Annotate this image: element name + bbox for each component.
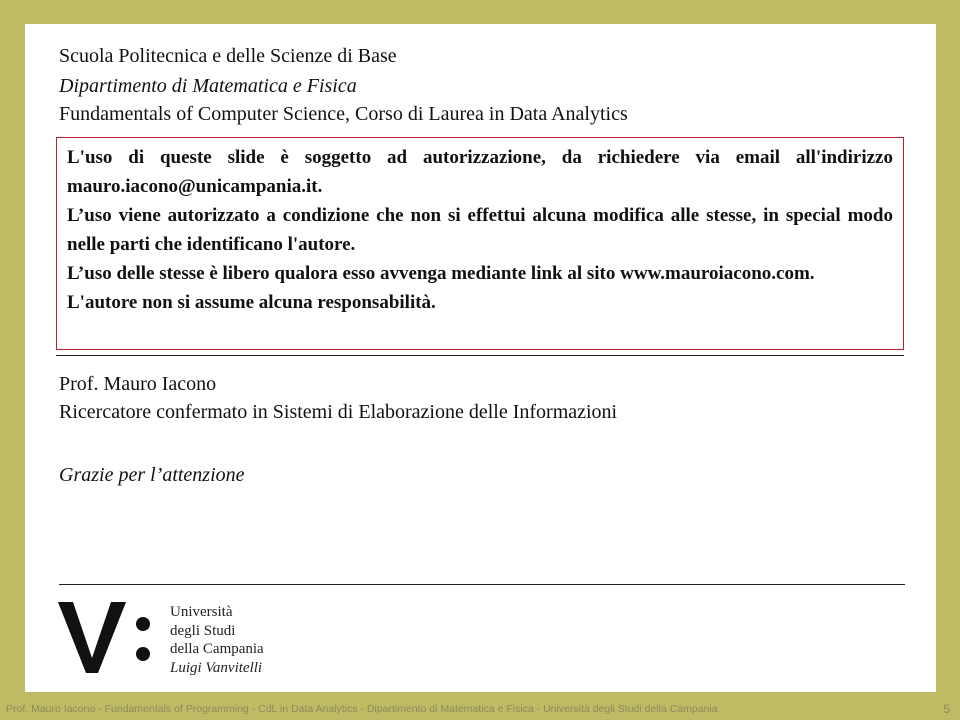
school-name: Scuola Politecnica e delle Scienze di Base	[59, 45, 397, 67]
author-name: Prof. Mauro Iacono	[59, 373, 217, 395]
usage-notice-box	[56, 137, 904, 350]
divider-top	[56, 355, 904, 356]
notice-paragraph: L'uso di queste slide è soggetto ad autorizzazione, da richiedere via email all'indirizzo mauro.iacono@unicampania.it.	[67, 147, 893, 197]
notice-paragraph: L’uso delle stesse è libero qualora esso avvenga mediante link al sito www.mauroiacono.com.	[67, 263, 815, 284]
notice-paragraph: L’uso viene autorizzato a condizione che non si effettui alcuna modifica alle stesse, in special modo nelle parti che identificano l'autore.	[67, 205, 893, 255]
footer-text: Prof. Mauro Iacono - Fundamentals of Programming - CdL in Data Analytics - Dipartimento di Matematica e Fisica - Università degli Studi della Campania	[6, 703, 718, 715]
university-name-line: Università	[170, 604, 233, 620]
course-name: Fundamentals of Computer Science, Corso di Laurea in Data Analytics	[59, 103, 628, 125]
notice-paragraph: L'autore non si assume alcuna responsabilità.	[67, 292, 436, 313]
divider-bottom	[59, 584, 905, 585]
university-name	[170, 603, 264, 677]
university-name-line: degli Studi	[170, 622, 236, 639]
author-role: Ricercatore confermato in Sistemi di Elaborazione delle Informazioni	[59, 401, 618, 423]
university-name-line: della Campania	[170, 641, 264, 657]
university-name-line: Luigi Vanvitelli	[170, 659, 263, 676]
page-number: 5	[943, 702, 950, 716]
slide	[25, 24, 936, 692]
university-logo-icon	[58, 602, 168, 674]
closing-text: Grazie per l’attenzione	[59, 464, 245, 486]
department-name: Dipartimento di Matematica e Fisica	[59, 75, 357, 97]
